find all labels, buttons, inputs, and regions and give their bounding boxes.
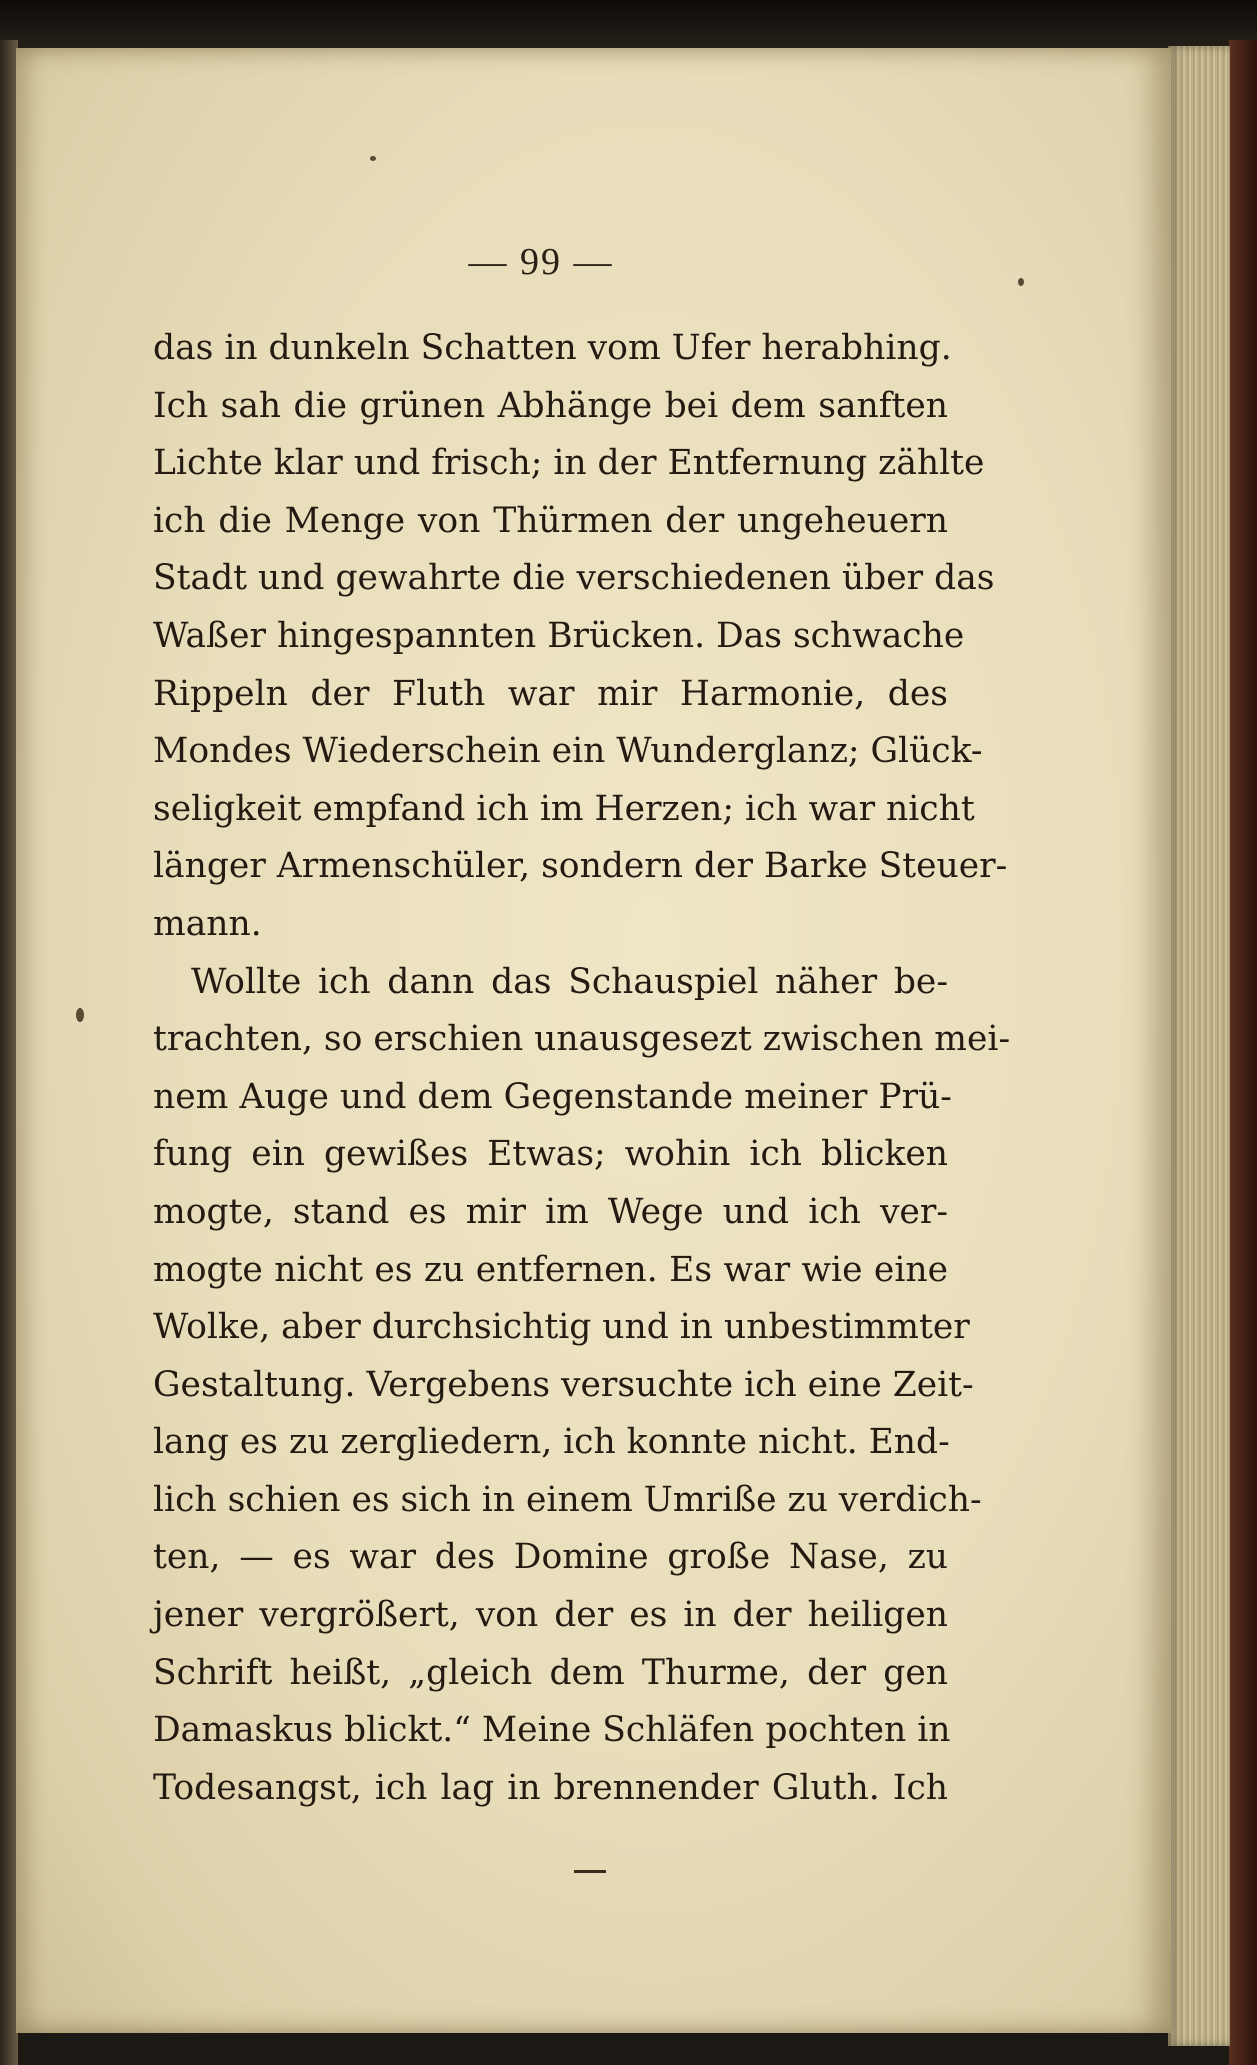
text-line: mogte, stand es mir im Wege und ich ver- [153,1191,948,1232]
text-line: mogte nicht es zu entfernen. Es war wie eine [153,1249,948,1290]
text-line: ich die Menge von Thürmen der ungeheuern [153,500,948,541]
text-line: lich schien es sich in einem Umriße zu verdich- [153,1479,982,1520]
paper-speck [1018,278,1024,286]
page-number: — 99 — [468,241,614,283]
text-line: Lichte klar und frisch; in der Entfernung zählte [153,443,985,484]
text-line: das in dunkeln Schatten vom Ufer herabhing. [153,328,952,368]
text-line: lang es zu zergliedern, ich konnte nicht. End- [153,1422,950,1463]
page-stack-edge [1168,46,1230,2046]
page-body [153,320,1011,1817]
book-page [16,48,1171,2033]
text-line: Ich sah die grünen Abhänge bei dem sanften [153,385,948,426]
text-line: Damaskus blickt.“ Meine Schläfen pochten in [153,1710,951,1751]
paper-speck [76,1008,84,1022]
text-line: Todesangst, ich lag in brennender Gluth. Ich [153,1767,948,1808]
text-line: fung ein gewißes Etwas; wohin ich blicken [153,1134,948,1175]
paper-speck [370,156,376,161]
text-line: länger Armenschüler, sondern der Barke Steuer- [153,846,1008,887]
text-line: nem Auge und dem Gegenstande meiner Prü- [153,1076,952,1117]
text-line: Stadt und gewahrte die verschiedenen über das [153,558,995,599]
text-line: Rippeln der Fluth war mir Harmonie, des [153,673,948,714]
text-line: Mondes Wiederschein ein Wunderglanz; Glück- [153,731,983,772]
text-line: Gestaltung. Vergebens versuchte ich eine Zeit- [153,1364,974,1405]
text-line: seligkeit empfand ich im Herzen; ich war nicht [153,788,975,829]
text-line: Wolke, aber durchsichtig und in unbestimmter [153,1307,970,1348]
text-line: Schrift heißt, „gleich dem Thurme, der gen [153,1652,948,1693]
text-line: trachten, so erschien unausgesezt zwischen mei- [153,1019,1011,1060]
footer-dash [574,1870,606,1873]
text-line: Waßer hingespannten Brücken. Das schwache [153,615,965,656]
text-line: ten, — es war des Domine große Nase, zu [153,1537,948,1578]
text-line: Wollte ich dann das Schauspiel näher be- [191,961,948,1002]
text-line: mann. [153,903,262,944]
text-line: jener vergrößert, von der es in der heiligen [153,1595,948,1636]
book-cover-edge [1229,40,1257,2065]
